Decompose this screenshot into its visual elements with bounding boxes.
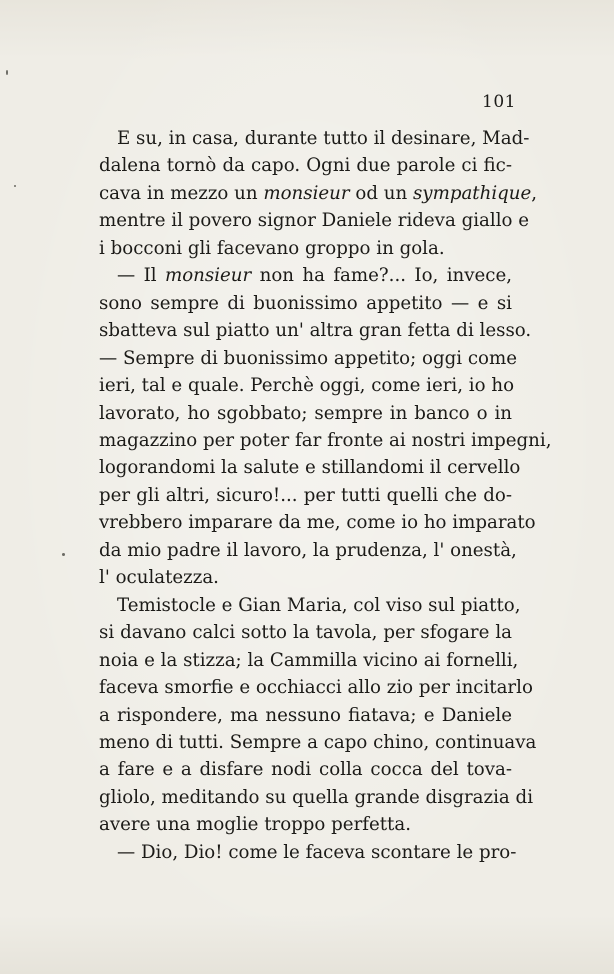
text-line: meno di tutti. Sempre a capo chino, continuava [99,731,537,753]
text-line: logorandomi la salute e stillandomi il cervello [99,457,521,479]
text-line: si davano calci sotto la tavola, per sfogare la [99,622,512,644]
text-line: — Sempre di buonissimo appetito; oggi come [99,347,518,369]
text-line: vrebbero imparare da me, come io ho imparato [99,512,536,534]
text-line: a fare e a disfare nodi colla cocca del tova- [99,759,512,781]
text-line: ieri, tal e quale. Perchè oggi, come ieri, io ho [99,375,515,397]
text-line: Temistocle e Gian Maria, col viso sul piatto, [117,594,521,616]
text-line: faceva smorfie e occhiacci allo zio per incitarlo [99,677,533,699]
text-line: sono sempre di buonissimo appetito — e si [99,292,512,314]
text-line: gliolo, meditando su quella grande disgrazia di [99,786,534,808]
text-line: E su, in casa, durante tutto il desinare, Mad- [117,128,530,149]
print-speck [14,185,16,187]
text-line: — Il monsieur non ha fame?... Io, invece, [117,265,512,287]
text-line: per gli altri, sicuro!... per tutti quelli che do- [99,484,512,506]
print-speck [62,553,65,556]
text-line: avere una moglie troppo perfetta. [99,814,411,836]
text-line: l' oculatezza. [99,567,219,589]
text-line: mentre il povero signor Daniele rideva giallo e [99,210,529,232]
text-line: i bocconi gli facevano groppo in gola. [99,237,445,259]
text-line: a rispondere, ma nessuno fiatava; e Daniele [99,704,512,726]
text-line: cava in mezzo un monsieur od un sympathique, [99,182,538,204]
text-line: noia e la stizza; la Cammilla vicino ai fornelli, [99,649,519,671]
text-line: dalena tornò da capo. Ogni due parole ci fic- [99,155,512,177]
text-line: magazzino per poter far fronte ai nostri impegni, [99,429,552,451]
page-number: 101 [482,92,516,112]
text-line: sbatteva sul piatto un' altra gran fetta di lesso. [99,320,532,342]
text-line: — Dio, Dio! come le faceva scontare le pro- [117,841,517,863]
text-line: da mio padre il lavoro, la prudenza, l' onestà, [99,539,517,561]
text-line: lavorato, ho sgobbato; sempre in banco o in [99,402,512,424]
print-speck [6,70,8,75]
body-text [99,125,552,866]
